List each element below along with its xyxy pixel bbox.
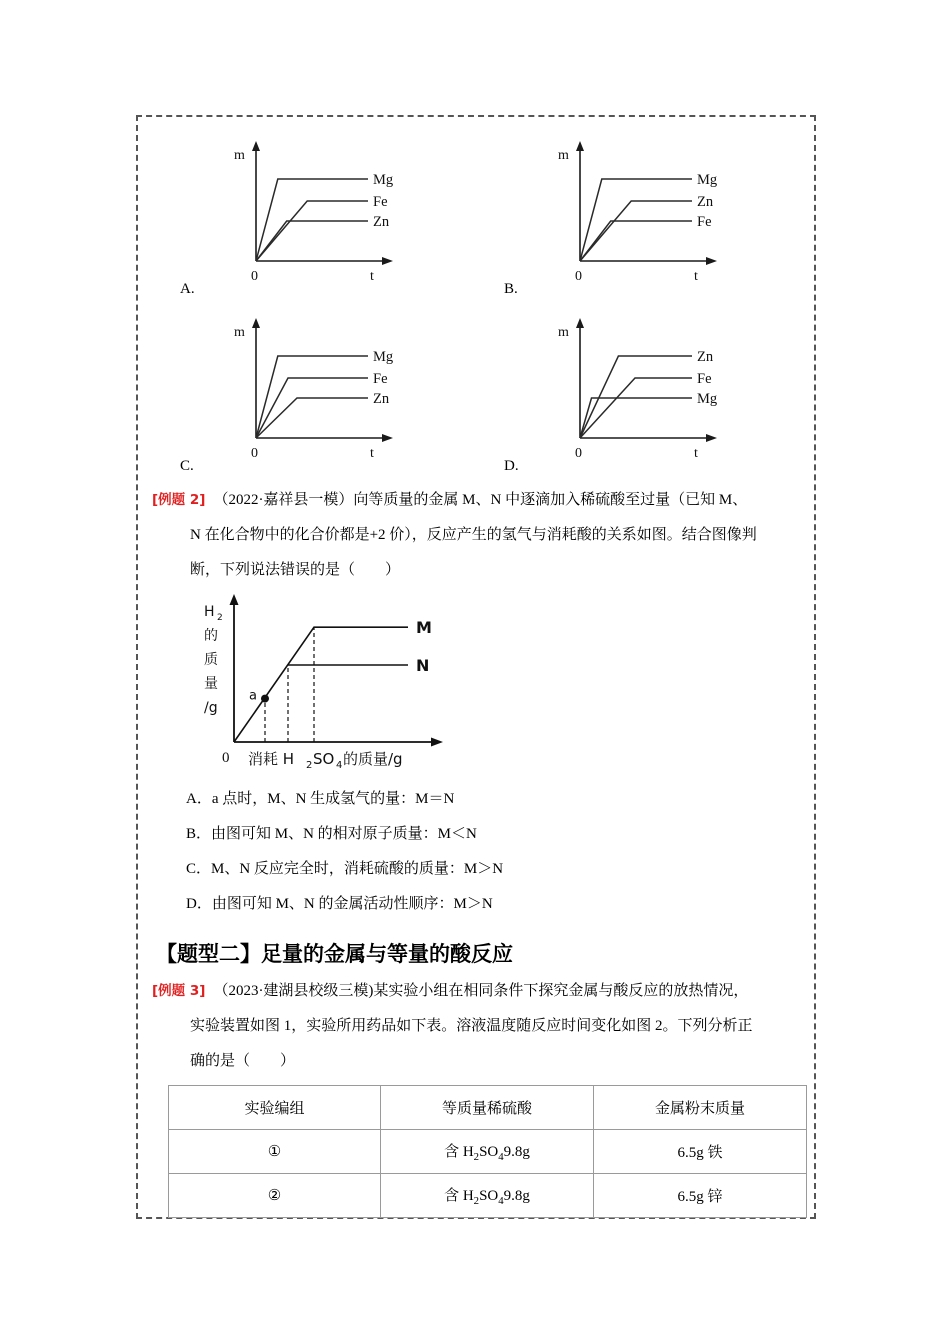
svg-text:m: m (234, 148, 245, 163)
table-cell-acid: 含 $H_2SO_49.8g$ (381, 1130, 594, 1174)
table-header-row (169, 1086, 807, 1130)
y-axis-label-part: 质 (204, 652, 218, 668)
series-label-zn: Zn (697, 349, 714, 365)
table-cell-metal: 6.5g 铁 (594, 1130, 807, 1174)
example2-choice-b[interactable]: B．由图可知 M、N 的相对原子质量：M＜N (186, 826, 477, 842)
svg-text:2: 2 (306, 760, 313, 771)
example2-line1 (152, 483, 800, 518)
y-axis-label-part: H (204, 604, 215, 620)
example3-block (152, 974, 800, 1218)
option-a-graph (152, 129, 476, 306)
option-letter: B. (504, 281, 518, 297)
series-label-mg: Mg (373, 349, 394, 365)
graph-canvas (542, 139, 772, 299)
example3-text1: （2023·建湖县校级三模)某实验小组在相同条件下探究金属与酸反应的放热情况， (213, 983, 749, 999)
svg-text:SO: SO (313, 750, 335, 768)
svg-text:t: t (370, 446, 374, 461)
svg-text:m: m (558, 325, 569, 340)
table-cell-group: ① (169, 1130, 381, 1174)
table-row (169, 1174, 807, 1218)
h2-vs-acid-chart (172, 592, 472, 782)
example2-text3: 断，下列说法错误的是（ ） (190, 562, 401, 578)
svg-text:t: t (694, 446, 698, 461)
series-label-fe: Fe (697, 371, 712, 387)
example2-text1: （2022·嘉祥县一模）向等质量的金属 M、N 中逐滴加入稀硫酸至过量（已知 M、 (213, 492, 748, 508)
option-graphs-grid (152, 129, 800, 483)
y-axis-label-part: /g (204, 700, 218, 716)
series-label-mg: Mg (697, 391, 718, 407)
svg-text:4: 4 (336, 760, 343, 771)
section-heading-2: 【题型二】足量的金属与等量的酸反应 (156, 942, 513, 966)
curve-label-m: M (416, 618, 432, 638)
svg-text:0: 0 (251, 446, 258, 461)
example3-text2: 实验装置如图 1，实验所用药品如下表。溶液温度随反应时间变化如图 2。下列分析正 (190, 1018, 753, 1034)
example2-choice-d[interactable]: D．由图可知 M、N 的金属活动性顺序：M＞N (186, 896, 493, 912)
x-axis-caption (248, 750, 403, 771)
example2-block (152, 483, 800, 922)
experiment-table (168, 1085, 807, 1218)
svg-text:m: m (234, 325, 245, 340)
point-a-label: a (249, 688, 257, 704)
series-label-fe: Fe (373, 194, 388, 210)
series-label-mg: Mg (373, 172, 394, 188)
series-label-zn: Zn (697, 194, 714, 210)
example2-text2: N 在化合物中的化合价都是+2 价），反应产生的氢气与消耗酸的关系如图。结合图像判 (190, 527, 757, 543)
example3-text3: 确的是（ ） (190, 1053, 296, 1069)
series-label-zn: Zn (373, 391, 390, 407)
example2-choice-a[interactable]: A．a 点时，M、N 生成氢气的量：M＝N (186, 791, 455, 807)
svg-text:m: m (558, 148, 569, 163)
y-axis-label-subscript: 2 (217, 613, 223, 623)
curve-label-n: N (416, 656, 430, 675)
svg-text:0: 0 (222, 750, 230, 766)
svg-text:t: t (370, 269, 374, 284)
example3-line1 (152, 974, 800, 1009)
table-row (169, 1130, 807, 1174)
table-cell-group: ② (169, 1174, 381, 1218)
example2-choice-c[interactable]: C．M、N 反应完全时，消耗硫酸的质量：M＞N (186, 861, 504, 877)
graph-canvas (218, 316, 448, 476)
svg-text:消耗 H: 消耗 H (248, 750, 295, 768)
series-label-fe: Fe (373, 371, 388, 387)
example2-choices (152, 782, 800, 922)
example2-tag: [例题 2] (152, 492, 206, 508)
worksheet-content (138, 117, 814, 1218)
y-axis-label-part: 量 (204, 676, 218, 692)
option-b-graph (476, 129, 800, 306)
option-d-graph (476, 306, 800, 483)
y-axis-label-part: 的 (204, 628, 218, 644)
option-letter: A. (180, 281, 195, 297)
example3-tag: [例题 3] (152, 983, 206, 999)
table-header-cell: 实验编组 (169, 1086, 381, 1130)
graph-canvas (542, 316, 772, 476)
svg-text:t: t (694, 269, 698, 284)
example2-chart (152, 592, 800, 782)
table-cell-metal: 6.5g 锌 (594, 1174, 807, 1218)
worksheet-page-border (136, 115, 816, 1219)
option-letter: C. (180, 458, 194, 474)
svg-text:0: 0 (575, 269, 582, 284)
example2-chart-canvas (172, 592, 472, 782)
table-header-cell: 金属粉末质量 (594, 1086, 807, 1130)
option-c-graph (152, 306, 476, 483)
svg-text:0: 0 (251, 269, 258, 284)
series-label-fe: Fe (697, 214, 712, 230)
graph-canvas (218, 139, 448, 299)
series-label-mg: Mg (697, 172, 718, 188)
option-letter: D. (504, 458, 519, 474)
table-header-cell: 等质量稀硫酸 (381, 1086, 594, 1130)
svg-text:0: 0 (575, 446, 582, 461)
series-label-zn: Zn (373, 214, 390, 230)
table-cell-acid: 含 $H_2SO_49.8g$ (381, 1174, 594, 1218)
svg-text:的质量/g: 的质量/g (343, 750, 403, 768)
